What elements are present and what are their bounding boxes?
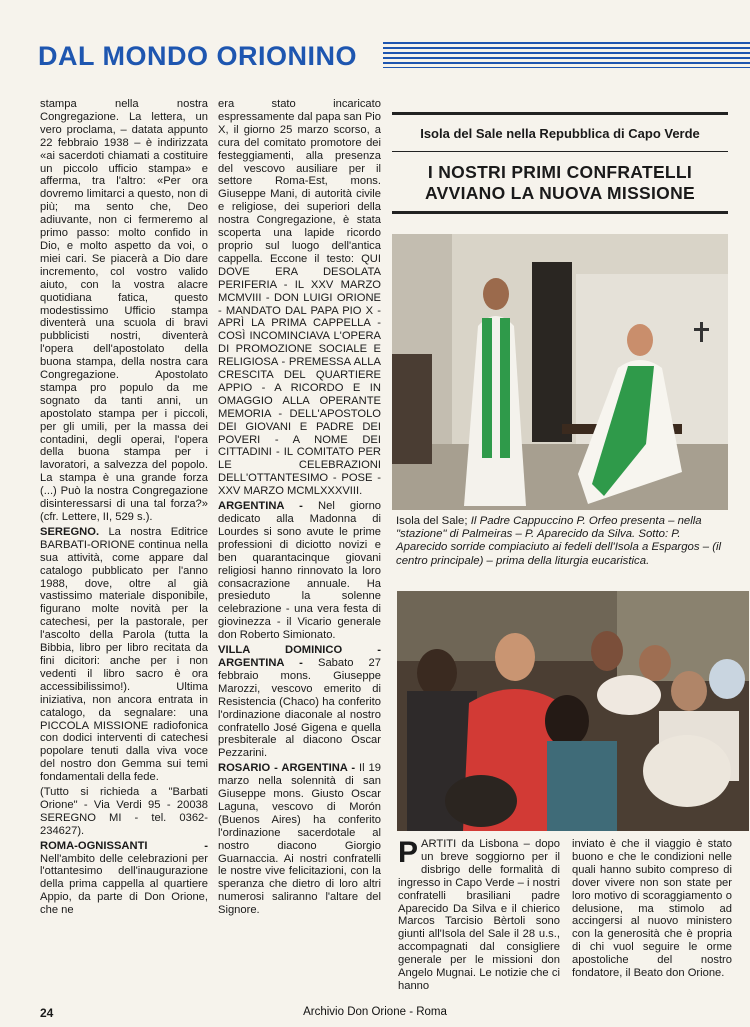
archive-credit: Archivio Don Orione - Roma: [303, 1006, 447, 1018]
section-title: DAL MONDO ORIONINO: [38, 41, 357, 71]
sidebar-body-column-1: PARTITI da Lisbona – dopo un breve soggiorno per il disbrigo delle formalità di ingresso in Capo Verde – i nostri confratelli brasiliani padre Aparecido Da Silva e il chierico Marcos Tarcisio Bèrtoli sono giunti all'Isola del Sale il 28 u.s., accompagnati dal consigliere generale per le missioni don Angelo Mugnai. Le notizie che ci hanno: [398, 838, 560, 992]
photo-priests-seated: [392, 234, 728, 510]
section-header: [38, 40, 728, 72]
sidebar-body-column-2: inviato è che il viaggio è stato buono e che le condizioni nelle quali hanno subito compreso di dover vivere non son state per loro motivo di scoraggiamento o delusione, ma stimolo ad accingersi al nuovo ministero con la generosità che è propria di chi vuol seguire le orme apostoliche del nostro fondatore, il Beato don Orione.: [572, 838, 732, 980]
photo-caption: Isola del Sale; Il Padre Cappuccino P. Orfeo presenta – nella "stazione" di Palmeiras – P. Aparecido da Silva. Sotto: P. Aparecido sorride compiaciuto ai fedeli dell'Isola a Espargos – (il centro principale) – prima della liturgia eucaristica.: [396, 515, 722, 567]
paragraph-argentina: ARGENTINA - Nel giorno dedicato alla Madonna di Lourdes si sono avute le prime professioni di diciotto novizi e ben quarantacinque giovani religiosi hanno rinnovato la loro consacrazione annuale. Ha presieduto la solenne celebrazione - una vera festa di giovinezza - il Vicario generale don Roberto Simionato.: [218, 500, 381, 642]
article-column-1: [40, 98, 208, 1000]
paragraph-rosario: ROSARIO - ARGENTINA - Il 19 marzo nella solennità di san Giuseppe mons. Giusto Oscar Laguna, vescovo di Morón (Buenos Aires) ha conferito l'ordinazione sacerdotale al nostro diacono Giorgio Guarnaccia. Ai nostri confratelli le nostre vive felicitazioni, con la speranza che dietro di loro altri numerosi saliranno l'altare del Signore.: [218, 762, 381, 917]
sidebar-headline: [392, 162, 728, 204]
sidebar-subheading: Isola del Sale nella Repubblica di Capo Verde: [420, 126, 700, 141]
drop-cap: P: [398, 838, 419, 869]
header-rules: [383, 42, 750, 68]
headline-line-2: AVVIANO LA NUOVA MISSIONE: [424, 183, 696, 203]
page-number: 24: [40, 1006, 54, 1020]
paragraph-lapide: era stato incaricato espressamente dal papa san Pio X, il giorno 25 marzo scorso, a cura del comitato promotore dei festeggiamenti, alla presenza del vescovo ausiliare per il settore Roma-Est, mons. Giuseppe Mani, di autorità civile e religiose, dei superiori della nostra Congregazione, è stata scoperta una lapide ricordo proprio sul luogo dell'antica cappella. Eccone il testo: QUI DOVE ERA DESOLATA PERIFERIA - IL XXV MARZO MCMVIII - DON LUIGI ORIONE - MANDATO DAL PAPA PIO X - APRÌ LA PRIMA CAPPELLA - COSÌ INCOMINCIAVA L'OPERA DI PROMOZIONE SOCIALE E RELIGIOSA - PREMESSA ALLA CRESCITA DEL QUARTIERE APPIO - A RICORDO E IN OMAGGIO ALLA OPERANTE MEMORIA - DELL'APOSTOLO DEI GIOVANI E PADRE DEI POVERI - A NOME DEI CITTADINI - IL COMITATO PER LE CELEBRAZIONI DELL'OTTANTESIMO - POSE - XXV MARZO MCMLXXXVIII.: [218, 98, 381, 498]
paragraph: stampa nella nostra Congregazione. La lettera, un vero proclama, – datata appunto 22 febbraio 1938 – è indirizzata «ai sacerdoti chiamati a costituire un piccolo ufficio stampa» e afferma, tra l'altro: «Per ora dovremo limitarci a questo, non di più; ma sento che, Deo adiuvante, non ci fermeremo al primo passo: molto confido in Dio, e molto aspetto da voi, o miei cari. Se piacerà a Dio dare incremento, col vostro valido aiuto, con la vostra alacre quotidiana fatica, questo modestissimo Ufficio stampa diventerà una scuola di bravi pubblicisti nostri, diventerà l'opera dell'apostolato della buona stampa, della nostra cara Congregazione. Apostolato stampa pro populo da me sognato da tanti anni, un apostolato stampa per i piccoli, per gli umili, per la massa dei contadini, degli operai, l'opera della buona stampa per i lavoratori, a salvezza del popolo. La stampa è una grande forza (...) Può la nostra Congregazione disinteressarsi di una tal forza?» (cfr. Lettere, II, 529 s.).: [40, 98, 208, 523]
paragraph-seregno: SEREGNO. La nostra Editrice BARBATI-ORIONE continua nella sua attività, come appare dal catalogo pubblicato per l'anno 1988, dove, oltre al già vastissimo materiale disponibile, figurano molte novità per la catechesi, per la pastorale, per l'ascolto della Parola (tutta la Bibbia, libro per libro recitata da fini dicitori: anche per i non vedenti il libro sacro è ora accessibilissimo!). Ultima iniziativa, non ancora entrata in catalogo, da segnalare: una PICCOLA MISSIONE radiofonica con dodici interventi di catechesi popolare tenuti dalla viva voce del nostro don Gemma sui temi fondamentali della fede.: [40, 525, 208, 784]
paragraph-villa-dominico: VILLA DOMINICO - ARGENTINA - Sabato 27 febbraio mons. Giuseppe Marozzi, vescovo emerito di Resistencia (Chaco) ha conferito l'ordinazione diaconale al nostro confratello José Gigena e quella presbiterale al diacono Oscar Pezzarini.: [218, 644, 381, 760]
sidebar-rule: [392, 151, 728, 152]
sidebar-top-rule: [392, 112, 728, 115]
paragraph-address: (Tutto si richieda a "Barbati Orione" - Via Verdi 95 - 20038 SEREGNO MI - tel. 0362-234627).: [40, 786, 208, 837]
paragraph-roma: ROMA-OGNISSANTI - Nell'ambito delle celebrazioni per l'ottantesimo dell'inaugurazione della prima cappella al quartiere Appio, da parte di Don Orione, che ne: [40, 839, 208, 917]
sidebar-bottom-rule: [392, 211, 728, 214]
headline-line-1: I NOSTRI PRIMI CONFRATELLI: [427, 162, 693, 182]
article-column-2: [218, 98, 381, 1000]
photo-crowd-gathering: [397, 591, 749, 831]
